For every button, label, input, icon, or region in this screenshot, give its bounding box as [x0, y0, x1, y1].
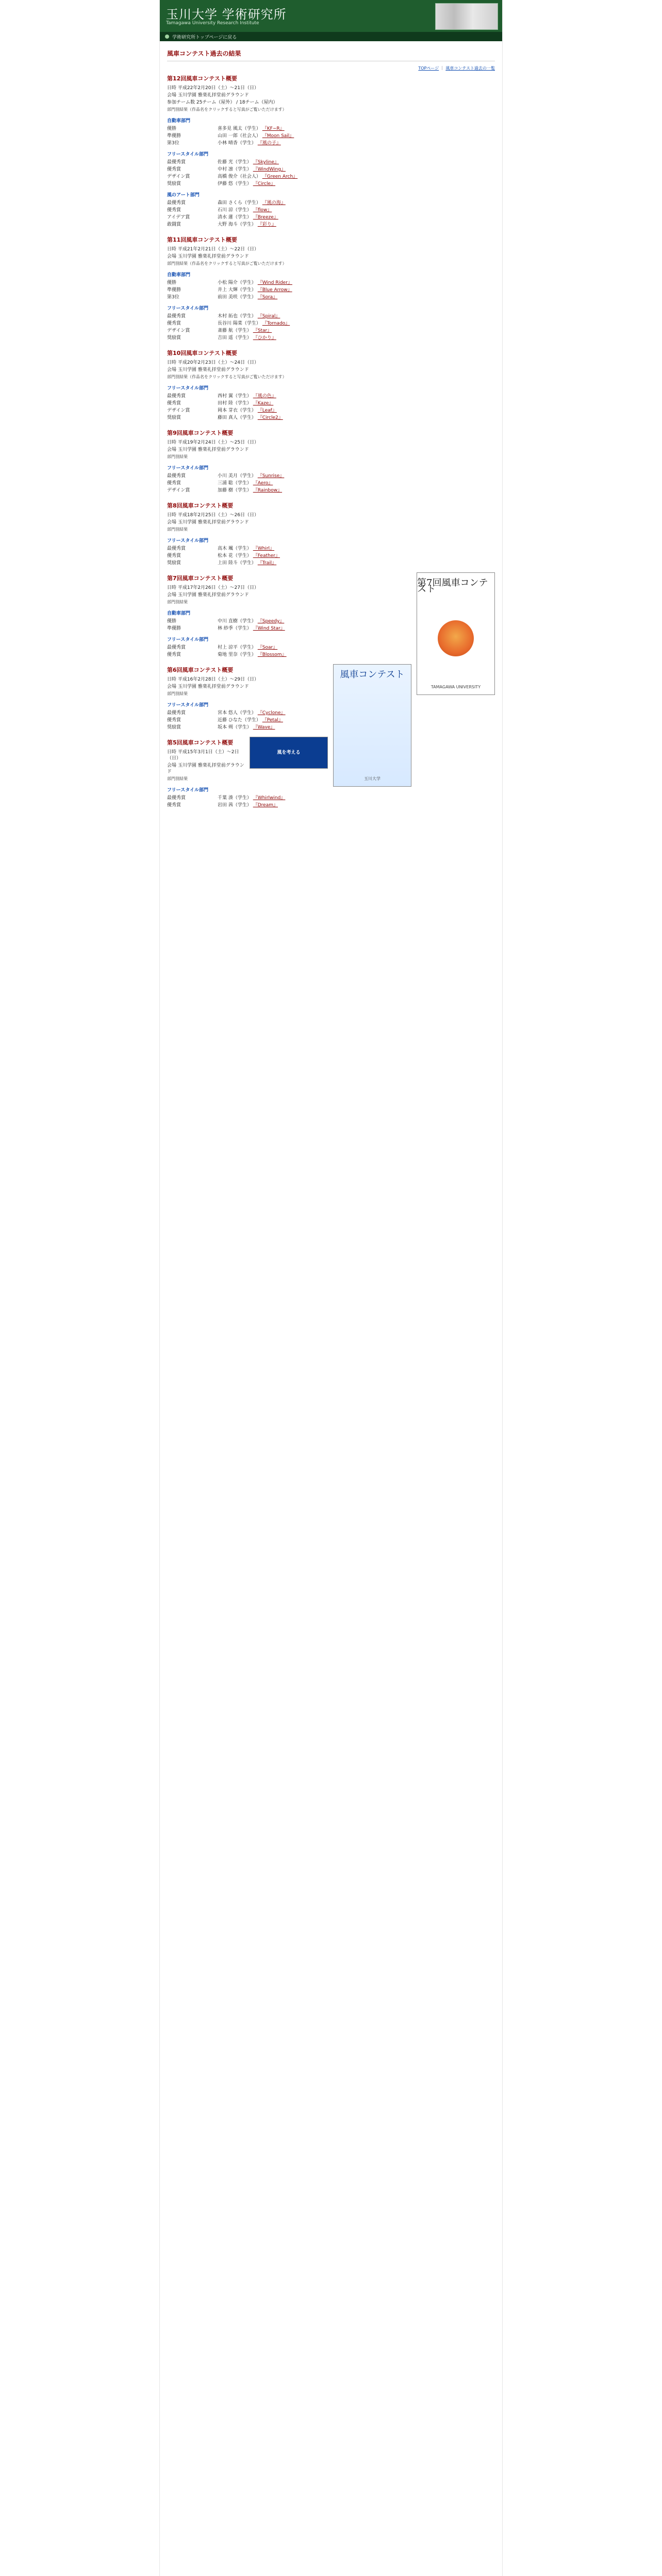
award-winner — [218, 710, 328, 716]
work-title-link[interactable]: 『彩り』 — [257, 222, 276, 227]
award-name: デザイン賞 — [167, 408, 190, 413]
category-title: フリースタイル部門 — [167, 306, 209, 311]
section-meta — [167, 246, 495, 267]
award-winner — [218, 546, 495, 552]
work-title-link[interactable]: 『Blue Arrow』 — [257, 287, 292, 293]
award-winner — [218, 126, 495, 132]
award-name: アイデア賞 — [167, 215, 190, 220]
subnav-dot-icon — [165, 35, 169, 39]
award-winner — [218, 802, 495, 808]
award-list — [167, 546, 495, 566]
section-title: 第6回風車コンテスト概要 — [167, 667, 234, 673]
award-list — [167, 313, 495, 341]
section-meta — [167, 512, 495, 533]
work-title-link[interactable]: 『Whirl』 — [253, 546, 275, 551]
award-winner — [218, 214, 495, 221]
award-winner — [218, 174, 495, 180]
section-title: 第8回風車コンテスト概要 — [167, 502, 234, 509]
section-title: 第9回風車コンテスト概要 — [167, 430, 234, 436]
award-name: 優秀賞 — [167, 481, 181, 486]
award-winner — [218, 159, 495, 165]
award-winner — [218, 140, 495, 146]
site-title: 玉川大学 学術研究所 — [166, 7, 287, 22]
award-list — [167, 393, 495, 421]
meta-line: 日時 平成22年2月20日（土）〜21日（日） — [167, 86, 259, 91]
meta-line: 会場 玉川学園 雅楽礼拝堂前グラウンド — [167, 520, 249, 525]
award-list — [167, 710, 328, 731]
winner-name: 高橋 俊介（社会人） — [218, 174, 262, 179]
award-name: 最優秀賞 — [167, 394, 186, 399]
category-title: フリースタイル部門 — [167, 538, 209, 544]
award-name: 最優秀賞 — [167, 200, 186, 206]
winner-name: 石川 涼（学生） — [218, 208, 253, 213]
subnav-link-home[interactable]: 学術研究所トップページに戻る — [172, 35, 237, 40]
award-name: 奨励賞 — [167, 725, 181, 730]
section-meta — [167, 360, 495, 380]
meta-line: 日時 平成18年2月25日（土）〜26日（日） — [167, 513, 259, 518]
work-title-link[interactable]: 『Leaf』 — [257, 408, 277, 413]
winner-name: 喜多見 風太（学生） — [218, 126, 262, 131]
meta-line: 日時 平成16年2月28日（土）〜29日（日） — [167, 677, 259, 682]
work-title-link[interactable]: 『Petal』 — [262, 718, 283, 723]
winner-name: 上田 陸斗（学生） — [218, 561, 258, 566]
winner-name: 清水 蓮（学生） — [218, 215, 253, 220]
award-winner — [218, 724, 328, 731]
award-name: デザイン賞 — [167, 328, 190, 333]
top-link-list[interactable]: 風車コンテスト過去の一覧 — [445, 66, 495, 71]
winner-name: 長谷川 陽菜（学生） — [218, 321, 262, 326]
work-title-link[interactable]: 『KF−R』 — [262, 126, 285, 131]
work-title-link[interactable]: 『ひかり』 — [253, 335, 276, 341]
award-name: 奨励賞 — [167, 415, 181, 420]
winner-name: 坂本 朔（学生） — [218, 725, 253, 730]
winner-name: 森田 さくら（学生） — [218, 200, 262, 206]
award-list — [167, 473, 495, 494]
award-winner — [218, 415, 495, 421]
work-title-link[interactable]: 『Wave』 — [253, 725, 275, 730]
award-winner — [218, 328, 495, 334]
award-winner — [218, 320, 495, 327]
award-name: 優秀賞 — [167, 208, 181, 213]
winner-name: 斎藤 航（学生） — [218, 328, 253, 333]
sun-icon — [438, 620, 474, 656]
sections-container — [167, 76, 495, 808]
top-links: TOPページ ｜ 風車コンテスト過去の一覧 — [418, 66, 495, 71]
award-name: 最優秀賞 — [167, 314, 186, 319]
meta-line: 日時 平成15年3月1日（土）〜2日（日） — [167, 750, 239, 761]
award-winner — [218, 207, 495, 213]
site-subtitle: Tamagawa University Research Institute — [166, 21, 259, 26]
poster-title: 風を考える — [250, 737, 327, 768]
work-title-link[interactable]: 『WindWing』 — [253, 167, 286, 172]
poster-title: 風車コンテスト — [340, 669, 405, 680]
section-meta — [167, 85, 495, 113]
page-container — [160, 0, 502, 2576]
poster-body — [334, 665, 411, 786]
award-winner — [218, 618, 411, 624]
work-title-link[interactable]: 『Cyclone』 — [257, 710, 286, 716]
award-name: 敢闘賞 — [167, 222, 181, 227]
contest-poster[interactable] — [417, 572, 495, 695]
meta-line: 日時 平成17年2月26日（土）〜27日（日） — [167, 585, 259, 590]
winner-name: 中川 直樹（学生） — [218, 619, 258, 624]
winner-name: 高木 颯（学生） — [218, 546, 253, 551]
work-title-link[interactable]: 『Spiral』 — [257, 314, 280, 319]
award-list — [167, 795, 495, 808]
category-title: フリースタイル部門 — [167, 466, 209, 471]
work-title-link[interactable]: 『Sora』 — [257, 295, 278, 300]
winner-name: 中村 凛（学生） — [218, 167, 253, 172]
award-name: 奨励賞 — [167, 561, 181, 566]
category-title: 自動車部門 — [167, 273, 191, 278]
award-winner — [218, 200, 495, 206]
award-winner — [218, 222, 495, 228]
award-winner — [218, 287, 495, 293]
winner-name: 木村 拓也（学生） — [218, 314, 258, 319]
award-winner — [218, 487, 495, 494]
award-name: 最優秀賞 — [167, 160, 186, 165]
winner-name: 大野 海斗（学生） — [218, 222, 258, 227]
meta-line: 日時 平成21年2月21日（土）〜22日（日） — [167, 247, 259, 252]
award-list — [167, 126, 495, 146]
section-title: 第12回風車コンテスト概要 — [167, 75, 237, 82]
meta-line: 日時 平成20年2月23日（土）〜24日（日） — [167, 360, 259, 365]
section-title: 第11回風車コンテスト概要 — [167, 236, 237, 243]
category-title: 自動車部門 — [167, 611, 191, 616]
meta-line: 会場 玉川学園 雅楽礼拝堂前グラウンド — [167, 447, 249, 452]
award-winner — [218, 280, 495, 286]
award-list — [167, 618, 411, 632]
award-name: 最優秀賞 — [167, 546, 186, 551]
work-title-link[interactable]: 『Aero』 — [253, 481, 273, 486]
meta-line: 会場 玉川学園 雅楽礼拝堂前グラウンド — [167, 367, 249, 372]
contest-section — [167, 430, 495, 494]
top-link-top[interactable]: TOPページ — [418, 66, 439, 71]
meta-line: 会場 玉川学園 雅楽礼拝堂前グラウンド — [167, 254, 249, 259]
award-name: 優秀賞 — [167, 718, 181, 723]
award-winner — [218, 166, 495, 173]
section-note: 部門別結果（作品名をクリックすると写真がご覧いただけます） — [167, 261, 287, 266]
winner-name: 小松 陽介（学生） — [218, 280, 258, 285]
work-title-link[interactable]: 『Breeze』 — [253, 215, 278, 220]
category-title: 自動車部門 — [167, 118, 191, 124]
work-title-link[interactable]: 『Wind Star』 — [253, 626, 285, 631]
work-title-link[interactable]: 『風の色』 — [253, 394, 276, 399]
category-title: フリースタイル部門 — [167, 788, 209, 793]
section-title: 第10回風車コンテスト概要 — [167, 350, 237, 357]
winner-name: 三浦 聡（学生） — [218, 481, 253, 486]
winner-name: 西村 翼（学生） — [218, 394, 253, 399]
award-winner — [218, 652, 411, 658]
winner-name: 岡本 芽衣（学生） — [218, 408, 258, 413]
award-list — [167, 200, 495, 228]
contest-section — [167, 237, 495, 341]
work-title-link[interactable]: 『Wind Rider』 — [257, 280, 292, 285]
award-name: 優秀賞 — [167, 167, 181, 172]
award-name: デザイン賞 — [167, 174, 190, 179]
award-winner — [218, 313, 495, 319]
award-winner — [218, 473, 495, 479]
section-note: 部門別結果 — [167, 776, 188, 781]
work-title-link[interactable]: 『Moon Sail』 — [262, 133, 294, 139]
winner-name: 近藤 ひなた（学生） — [218, 718, 262, 723]
category-title: フリースタイル部門 — [167, 637, 209, 642]
award-name: 優秀賞 — [167, 652, 181, 657]
work-title-link[interactable]: 『Circle』 — [253, 181, 276, 187]
work-title-link[interactable]: 『Green Arch』 — [262, 174, 298, 179]
award-winner — [218, 553, 495, 559]
category-title: フリースタイル部門 — [167, 703, 209, 708]
work-title-link[interactable]: 『風の海』 — [262, 200, 286, 206]
work-title-link[interactable]: 『Sunrise』 — [257, 473, 285, 479]
award-name: 最優秀賞 — [167, 710, 186, 716]
work-title-link[interactable]: 『flow』 — [253, 208, 272, 213]
winner-name: 菊地 里奈（学生） — [218, 652, 258, 657]
award-name: 最優秀賞 — [167, 473, 186, 479]
winner-name: 宮本 悠人（学生） — [218, 710, 258, 716]
award-winner — [218, 645, 411, 651]
work-title-link[interactable]: 『Rainbow』 — [253, 488, 283, 493]
work-title-link[interactable]: 『Skyline』 — [253, 160, 279, 165]
award-name: 第3位 — [167, 295, 179, 300]
contest-section — [167, 740, 495, 808]
winner-name: 伊藤 悠（学生） — [218, 181, 253, 187]
award-name: 優秀賞 — [167, 401, 181, 406]
section-meta — [167, 749, 495, 782]
section-meta — [167, 439, 495, 460]
award-name: 最優秀賞 — [167, 645, 186, 650]
work-title-link[interactable]: 『風の子』 — [257, 141, 281, 146]
work-title-link[interactable]: 『Soar』 — [257, 645, 278, 650]
award-name: 準優勝 — [167, 626, 181, 631]
award-winner — [218, 717, 328, 723]
section-title: 第7回風車コンテスト概要 — [167, 575, 234, 582]
award-name: 優秀賞 — [167, 321, 181, 326]
category-title: 風のアート部門 — [167, 193, 200, 198]
section-note: 部門別結果 — [167, 454, 188, 459]
section-note: 部門別結果（作品名をクリックすると写真がご覧いただけます） — [167, 107, 287, 112]
award-name: 最優秀賞 — [167, 795, 186, 801]
subnav-bar — [160, 32, 502, 41]
meta-line: 会場 玉川学園 雅楽礼拝堂前グラウンド — [167, 93, 249, 98]
contest-poster[interactable] — [250, 737, 328, 769]
winner-name: 前田 美咲（学生） — [218, 295, 258, 300]
winner-name: 小川 美月（学生） — [218, 473, 258, 479]
winner-name: 林 紗季（学生） — [218, 626, 253, 631]
section-note: 部門別結果 — [167, 527, 188, 532]
award-winner — [218, 393, 495, 399]
award-name: 優秀賞 — [167, 803, 181, 808]
work-title-link[interactable]: 『Whirlwind』 — [253, 795, 286, 801]
contest-section — [167, 503, 495, 566]
work-title-link[interactable]: 『Tornado』 — [262, 321, 290, 326]
award-winner — [218, 625, 411, 632]
winner-name: 山田 一郎（社会人） — [218, 133, 262, 139]
meta-line: 日時 平成19年2月24日（土）〜25日（日） — [167, 440, 259, 445]
poster-body — [417, 573, 494, 694]
work-title-link[interactable]: 『Star』 — [253, 328, 272, 333]
award-winner — [218, 294, 495, 300]
award-list — [167, 280, 495, 300]
meta-line: 会場 玉川学園 雅楽礼拝堂前グラウンド — [167, 592, 249, 598]
winner-name: 小林 晴香（学生） — [218, 141, 258, 146]
work-title-link[interactable]: 『Circle2』 — [257, 415, 283, 420]
winner-name: 村上 涼平（学生） — [218, 645, 258, 650]
award-list — [167, 159, 495, 187]
section-title: 第5回風車コンテスト概要 — [167, 739, 234, 746]
winner-name: 岩田 茜（学生） — [218, 803, 253, 808]
contest-section — [167, 76, 495, 228]
award-winner — [218, 181, 495, 187]
award-name: 準優勝 — [167, 133, 181, 139]
award-list — [167, 645, 411, 658]
award-winner — [218, 335, 495, 341]
winner-name: 加藤 樹（学生） — [218, 488, 253, 493]
meta-line: 参加チーム数 25チーム（屋外） / 18チーム（屋内） — [167, 100, 278, 105]
award-name: 奨励賞 — [167, 335, 181, 341]
content-area — [160, 41, 502, 808]
award-name: 第3位 — [167, 141, 179, 146]
award-name: 優勝 — [167, 280, 177, 285]
award-name: 優勝 — [167, 126, 177, 131]
winner-name: 吉田 遥（学生） — [218, 335, 253, 341]
winner-name: 千葉 湊（学生） — [218, 795, 253, 801]
winner-name: 松本 花（学生） — [218, 553, 253, 558]
award-name: 準優勝 — [167, 287, 181, 293]
header-photo — [435, 3, 498, 30]
award-name: 優勝 — [167, 619, 177, 624]
section-note: 部門別結果（作品名をクリックすると写真がご覧いただけます） — [167, 375, 287, 379]
winner-name: 田村 陸（学生） — [218, 401, 253, 406]
section-note: 部門別結果 — [167, 600, 188, 604]
contest-poster[interactable] — [333, 664, 411, 787]
award-winner — [218, 560, 495, 566]
section-note: 部門別結果 — [167, 691, 188, 696]
award-winner — [218, 133, 495, 139]
poster-title: 第7回風車コンテスト — [417, 578, 488, 595]
award-winner — [218, 400, 495, 406]
category-title: フリースタイル部門 — [167, 152, 209, 157]
work-title-link[interactable]: 『Dream』 — [253, 803, 278, 808]
meta-line: 会場 玉川学園 雅楽礼拝堂前グラウンド — [167, 763, 244, 774]
award-name: 奨励賞 — [167, 181, 181, 187]
page-title: 風車コンテスト過去の結果 — [167, 50, 241, 57]
contest-section — [167, 350, 495, 421]
work-title-link[interactable]: 『Feather』 — [253, 553, 280, 558]
winner-name: 藤田 真人（学生） — [218, 415, 258, 420]
winner-name: 佐藤 光（学生） — [218, 160, 253, 165]
meta-line: 会場 玉川学園 雅楽礼拝堂前グラウンド — [167, 684, 249, 689]
poster-caption: TAMAGAWA UNIVERSITY — [431, 685, 481, 689]
work-title-link[interactable]: 『Kaze』 — [253, 401, 274, 406]
work-title-link[interactable]: 『Speedy』 — [257, 619, 285, 624]
award-name: 優秀賞 — [167, 553, 181, 558]
work-title-link[interactable]: 『Trail』 — [257, 561, 277, 566]
award-winner — [218, 408, 495, 414]
award-winner — [218, 795, 495, 801]
award-winner — [218, 480, 495, 486]
category-title: フリースタイル部門 — [167, 386, 209, 391]
site-header — [160, 0, 502, 32]
award-name: デザイン賞 — [167, 488, 190, 493]
poster-caption: 玉川大学 — [364, 776, 380, 781]
winner-name: 井上 大輝（学生） — [218, 287, 258, 293]
work-title-link[interactable]: 『Blossom』 — [257, 652, 287, 657]
